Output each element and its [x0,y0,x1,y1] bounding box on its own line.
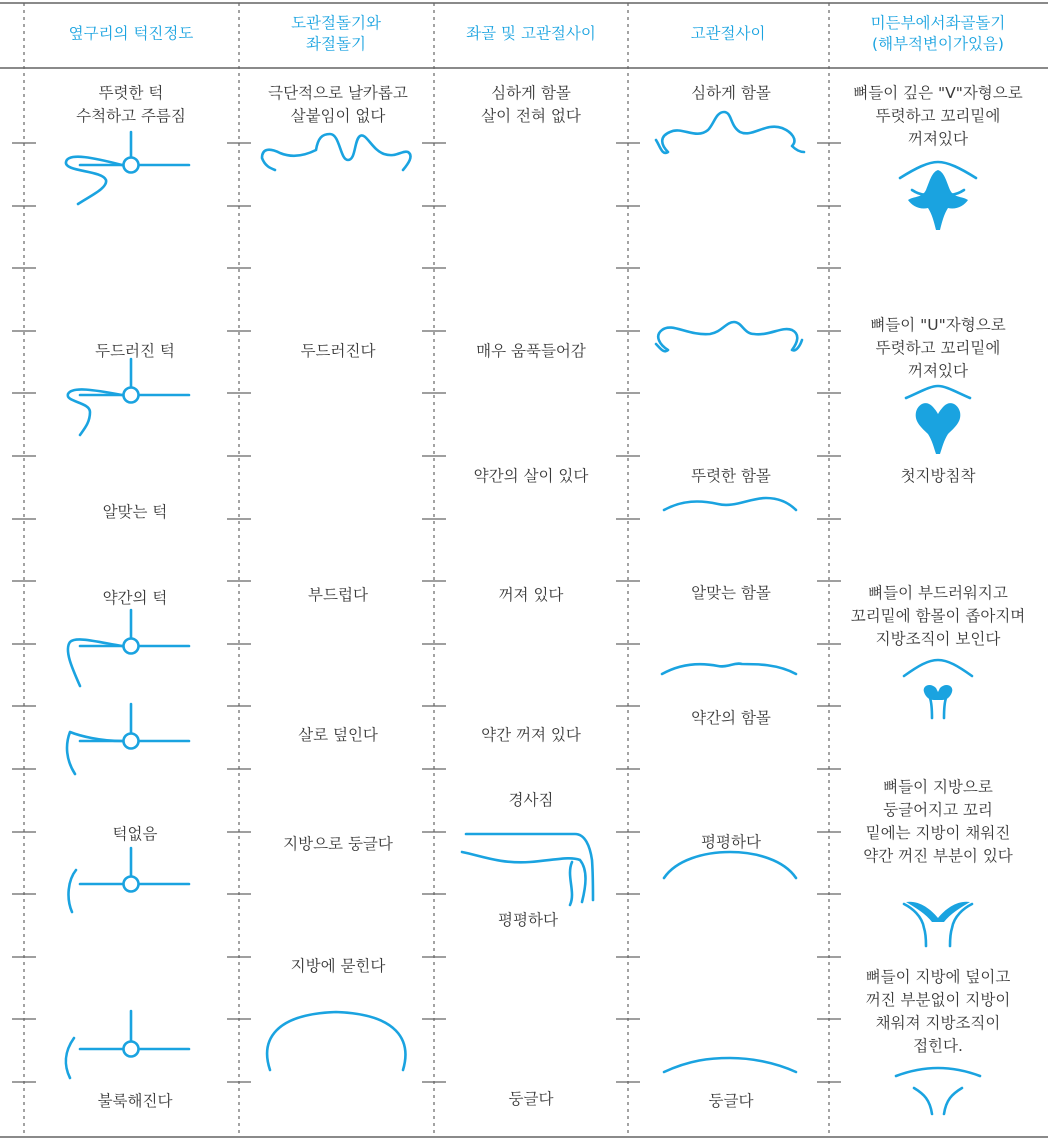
header-col2: 도관절돌기와 좌절돌기 [291,14,381,53]
col5-label: 뼈들이 깊은 "V"자형으로 뚜렷하고 꼬리밑에 꺼져있다 [853,84,1023,148]
col3-label: 둥글다 [508,1090,554,1108]
col5-label: 뼈들이 "U"자형으로 뚜렷하고 꼬리밑에 꺼져있다 [870,316,1006,380]
col3-label: 약간의 살이 있다 [473,467,589,485]
col4-label: 평평하다 [701,833,761,851]
col1-label: 약간의 턱 [102,589,168,607]
flank-shape-1 [66,132,189,204]
col2-label: 지방으로 둥글다 [283,835,393,853]
tailhead-rounded [904,904,972,946]
col4-label: 약간의 함몰 [691,709,771,727]
col3-label: 꺼져 있다 [498,586,564,604]
header-col3: 좌골 및 고관절사이 [466,24,596,43]
col3-label: 평평하다 [498,911,558,929]
col1-label: 턱없음 [112,825,158,843]
col2-label: 극단적으로 날카롭고 살붙임이 없다 [268,84,408,125]
col1-label: 불룩해진다 [97,1092,173,1110]
col5-label: 첫지방침착 [900,467,976,485]
tailhead-v-fill [908,170,968,230]
flank-shape-2 [68,359,189,435]
col1-label: 두드러진 턱 [95,342,175,360]
col5-label: 뼈들이 지방으로 둥글어지고 꼬리 밑에는 지방이 채워진 약간 꺼진 부분이 있다 [863,778,1013,865]
header-col4: 고관절사이 [690,24,766,43]
col2-label: 두드러진다 [300,342,376,360]
flank-shape-5 [69,848,189,912]
flank-shape-4 [67,704,189,774]
col4-label: 알맞는 함몰 [691,584,771,602]
col3-label: 심하게 함몰 살이 전혀 없다 [481,84,581,125]
hip-profile-1 [656,112,804,153]
header-col1: 옆구리의 턱진정도 [68,24,194,43]
header-col5: 미든부에서좌골돌기 (해부적변이가있음) [870,14,1006,53]
flank-shape-3 [68,610,189,686]
tailhead-soft [904,660,972,718]
col3-label: 약간 꺼져 있다 [481,726,581,744]
tailhead-u-shape [906,386,970,398]
col5-label: 뼈들이 부드러워지고 꼬리밑에 함몰이 좁아지며 지방조직이 보인다 [850,584,1026,648]
col2-label: 부드럽다 [308,586,368,604]
hip-profile-6 [664,1058,796,1072]
col5-label: 뼈들이 지방에 덮이고 꺼진 부분없이 지방이 채워져 지방조직이 접힌다. [865,968,1011,1055]
spine-profile-6 [267,1012,405,1070]
col4-label: 뚜렷한 함몰 [691,467,771,485]
col4-label: 심하게 함몰 [691,84,771,102]
hip-profile-3 [664,498,796,510]
hip-profile-4 [662,664,796,674]
spine-profile-1 [262,134,411,170]
col1-label: 뚜렷한 턱 수척하고 주름짐 [76,84,186,125]
tailhead-u-fill [916,403,961,454]
flank-shape-6 [66,1011,189,1078]
col2-label: 지방에 묻힌다 [290,957,386,975]
col2-label: 살로 덮인다 [298,726,378,744]
hook-pin-profile [462,834,593,905]
tailhead-soft-fill [924,685,953,700]
hip-profile-5 [664,852,796,878]
tailhead-buried [896,1068,980,1114]
hip-profile-2 [656,322,802,351]
col1-label: 알맞는 턱 [102,503,168,521]
col3-label: 매우 움푹들어감 [476,342,586,360]
col4-label: 둥글다 [708,1092,754,1110]
col3-label: 경사짐 [508,791,554,809]
